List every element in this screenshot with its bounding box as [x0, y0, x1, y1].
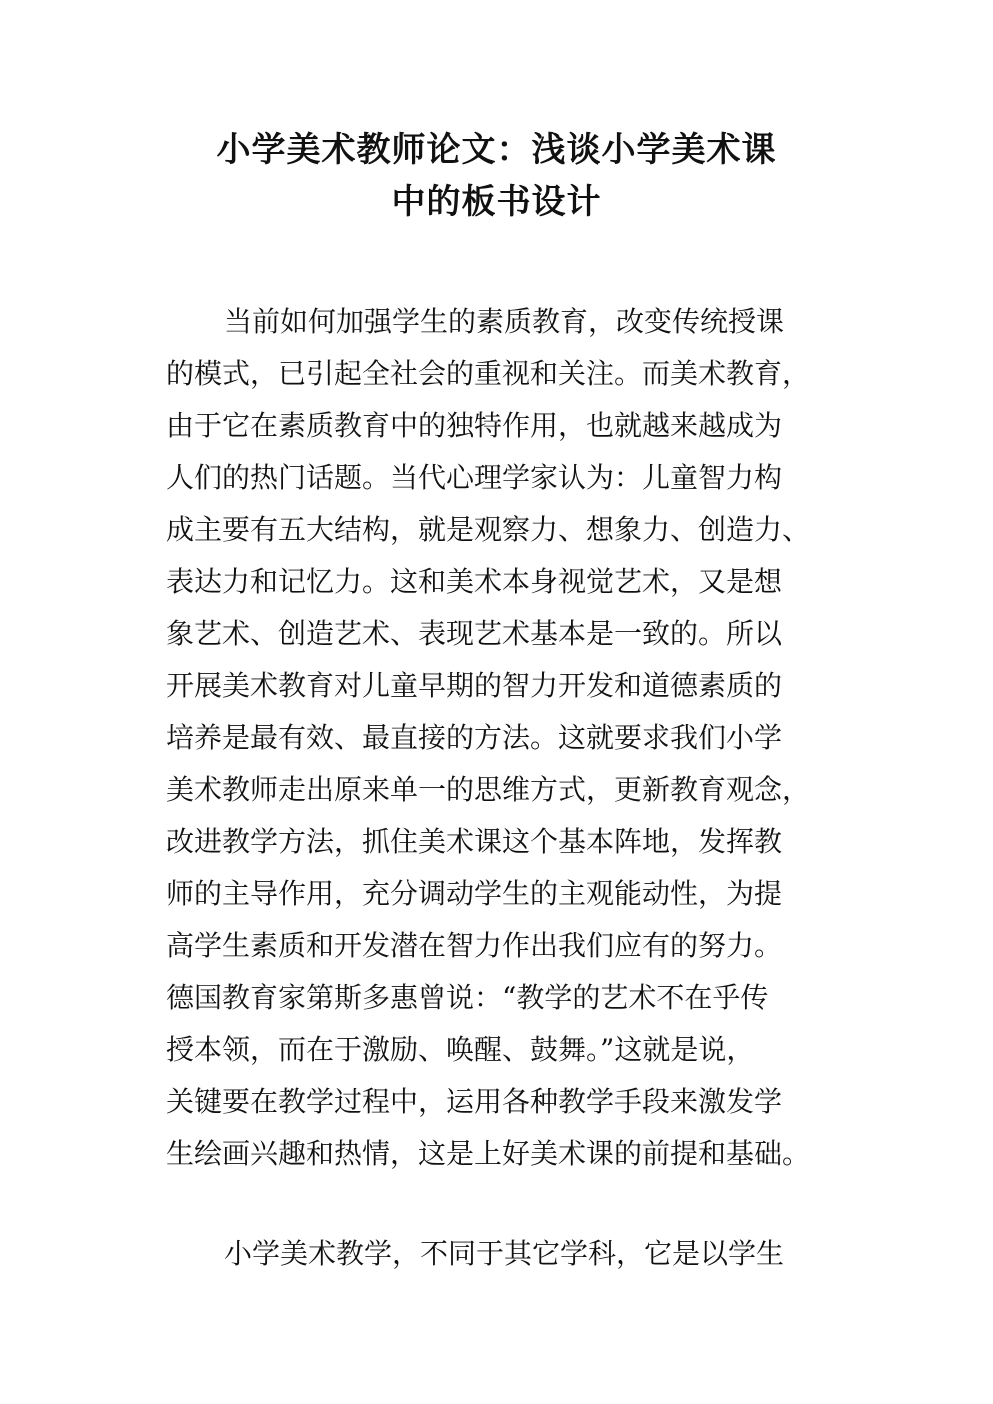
paragraph-1: [166, 296, 846, 1180]
paragraph-line: 当前如何加强学生的素质教育，改变传统授课: [224, 305, 785, 338]
paragraph-line: 生绘画兴趣和热情，这是上好美术课的前提和基础。: [166, 1137, 811, 1170]
paragraph-line: 改进教学方法，抓住美术课这个基本阵地，发挥教: [166, 825, 783, 858]
paragraph-line: 象艺术、创造艺术、表现艺术基本是一致的。所以: [166, 617, 783, 650]
title-line-1: 小学美术教师论文：浅谈小学美术课: [216, 130, 777, 170]
paragraph-line: 小学美术教学，不同于其它学科，它是以学生: [224, 1237, 785, 1270]
paragraph-line: 开展美术教育对儿童早期的智力开发和道德素质的: [166, 669, 783, 702]
document-title: [150, 124, 843, 228]
paragraph-line: 培养是最有效、最直接的方法。这就要求我们小学: [166, 721, 783, 754]
paragraph-2: [166, 1228, 846, 1280]
paragraph-line: 由于它在素质教育中的独特作用，也就越来越成为: [166, 409, 783, 442]
paragraph-line: 关键要在教学过程中，运用各种教学手段来激发学: [166, 1085, 783, 1118]
paragraph-line: 表达力和记忆力。这和美术本身视觉艺术，又是想: [166, 565, 783, 598]
paragraph-line: 成主要有五大结构，就是观察力、想象力、创造力、: [166, 513, 811, 546]
title-line-2: 中的板书设计: [391, 182, 602, 222]
paragraph-line: 授本领，而在于激励、唤醒、鼓舞。”这就是说，: [166, 1033, 755, 1066]
paragraph-line: 德国教育家第斯多惠曾说：“教学的艺术不在乎传: [166, 981, 769, 1014]
paragraph-line: 高学生素质和开发潜在智力作出我们应有的努力。: [166, 929, 783, 962]
paragraph-line: 美术教师走出原来单一的思维方式，更新教育观念，: [166, 773, 811, 806]
paragraph-line: 师的主导作用，充分调动学生的主观能动性，为提: [166, 877, 783, 910]
paragraph-line: 人们的热门话题。当代心理学家认为：儿童智力构: [166, 461, 783, 494]
paragraph-line: 的模式，已引起全社会的重视和关注。而美术教育，: [166, 357, 811, 390]
